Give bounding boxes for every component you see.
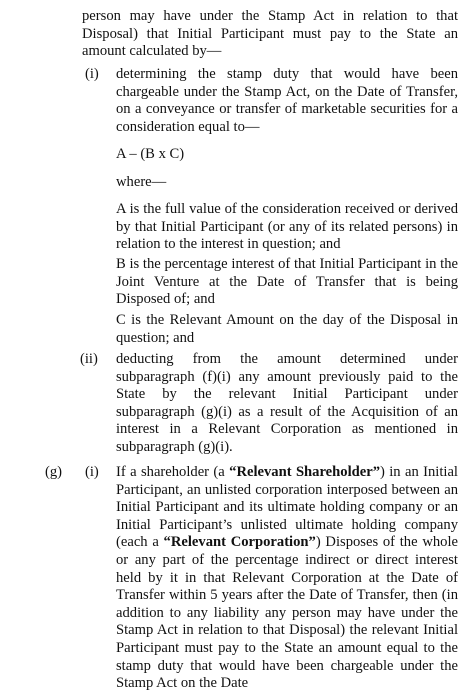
para-g-text-1: If a shareholder (a — [116, 464, 230, 480]
para-g-i-text — [116, 464, 458, 693]
definition-a: A is the full value of the consideration received or derived by that Initial Participant (or any of its related persons) in relation to the interest in question; and — [116, 201, 458, 253]
definition-c: C is the Relevant Amount on the day of the Disposal in question; and — [116, 312, 458, 346]
relevant-shareholder-term: “Relevant Shareholder” — [229, 464, 380, 480]
relevant-corporation-term: “Relevant Corporation” — [163, 534, 316, 551]
para-g-text-2: ) in an Initial Participant, an unlisted corporation interposed between an Initial Participant and its ultimate holding company or an Initial Participant’s unlisted ultimate holding company (each a — [116, 464, 458, 551]
item-i-label: (i) — [85, 66, 99, 82]
where-label: where— — [116, 174, 167, 190]
definition-b: B is the percentage interest of that Initial Participant in the Joint Venture at the Date of Transfer that is being Disposed of; and — [116, 256, 458, 308]
item-ii-label: (ii) — [80, 351, 98, 367]
item-ii-text: deducting from the amount determined under subparagraph (f)(i) any amount previously paid to the State by the relevant Initial Participant under subparagraph (g)(i) as a result of the Acquisition of an interest in a Relevant Corporation as mentioned in subparagraph (g)(i). — [116, 351, 458, 455]
para-g-label: (g) — [45, 464, 63, 480]
item-i-text: determining the stamp duty that would have been chargeable under the Stamp Act, on the Date of Transfer, on a conveyance or transfer of marketable securities for a consideration equal to— — [116, 66, 458, 135]
para-g-text-3: ) Disposes of the whole or any part of the percentage indirect or direct interest held by it in that Relevant Corporation at the Date of Transfer within 5 years after the Date of Transfer, then (in addition to any liability any person may have under the Stamp Act in relation to that Disposal) the relevant Initial Participant must pay to the State an amount equal to the stamp duty that would have been chargeable under the Stamp Act on the Date — [116, 534, 458, 692]
formula: A – (B x C) — [116, 146, 185, 162]
para-g-i-label: (i) — [85, 464, 99, 480]
intro-paragraph: person may have under the Stamp Act in relation to that Disposal) that Initial Participant must pay to the State an amount calculated by— — [82, 8, 458, 60]
